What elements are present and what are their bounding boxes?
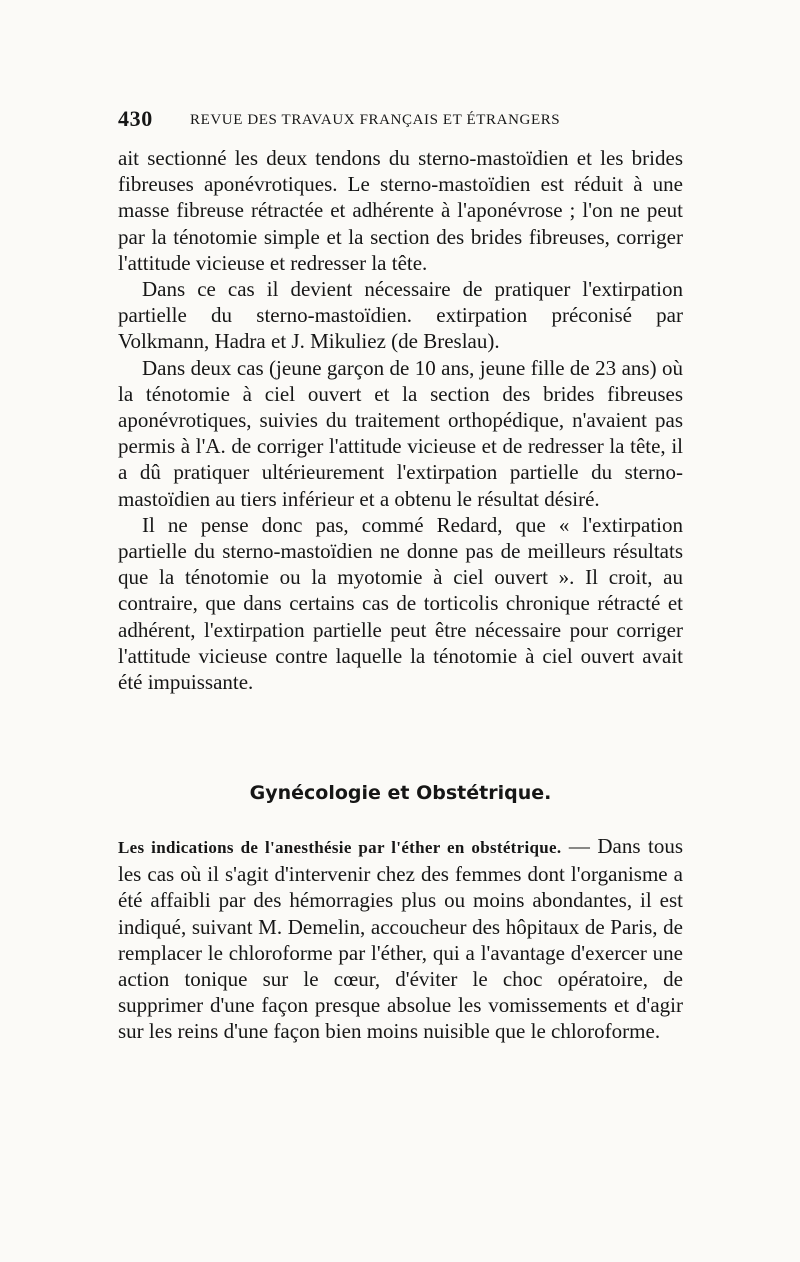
subsection-text: — Dans tous les cas où il s'agit d'intervenir chez des femmes dont l'organisme a été affaibli par des hémorragies plus ou moins abondantes, il est indiqué, suivant M. Demelin, accoucheur des hôpitaux de Paris, de remplacer le chloroforme par l'éther, qui a l'avantage d'exercer une action tonique sur le cœur, d'éviter le choc opératoire, de supprimer d'une façon presque absolue les vomissements et d'agir sur les reins d'une façon bien moins nuisible que le chloroforme. xyxy=(118,834,683,1044)
paragraph-2: Dans ce cas il devient nécessaire de pratiquer l'extirpation partielle du sterno-mastoïdien. extirpation préconisé par Volkmann, Hadra et J. Mikuliez (de Breslau). xyxy=(118,277,683,354)
body-text xyxy=(118,145,683,695)
paragraph-3: Dans deux cas (jeune garçon de 10 ans, jeune fille de 23 ans) où la ténotomie à ciel ouvert et la section des brides fibreuses aponévrotiques, suivies du traitement orthopédique, n'avaient pas permis à l'A. de corriger l'attitude vicieuse et de redresser la tête, il a dû pratiquer ultérieurement l'extirpation partielle du sterno-mastoïdien au tiers inférieur et a obtenu le résultat désiré. xyxy=(118,355,683,511)
paragraph-1: ait sectionné les deux tendons du sterno-mastoïdien et les brides fibreuses aponévrotiques. Le sterno-mastoïdien est réduit à une masse fibreuse rétractée et adhérente à l'aponévrose ; l'on ne peut par la ténotomie simple et la section des brides fibreuses, corriger l'attitude vicieuse et redresser la tête. xyxy=(118,146,683,275)
subsection-title: Les indications de l'anesthésie par l'éther en obstétrique. xyxy=(118,838,562,857)
page-number: 430 xyxy=(118,106,153,131)
subsection xyxy=(118,833,683,1045)
section-title: Gynécologie et Obstétrique. xyxy=(249,782,552,804)
paragraph-4: Il ne pense donc pas, commé Redard, que « l'extirpation partielle du sterno-mastoïdien ne donne pas de meilleurs résultats que la ténotomie ou la myotomie à ciel ouvert ». Il croit, au contraire, que dans certains cas de torticolis chronique rétracté et adhérent, l'extirpation partielle peut être nécessaire pour corriger l'attitude vicieuse contre laquelle la ténotomie à ciel ouvert avait été impuissante. xyxy=(118,512,683,695)
running-title: REVUE DES TRAVAUX FRANÇAIS ET ÉTRANGERS xyxy=(190,112,561,128)
